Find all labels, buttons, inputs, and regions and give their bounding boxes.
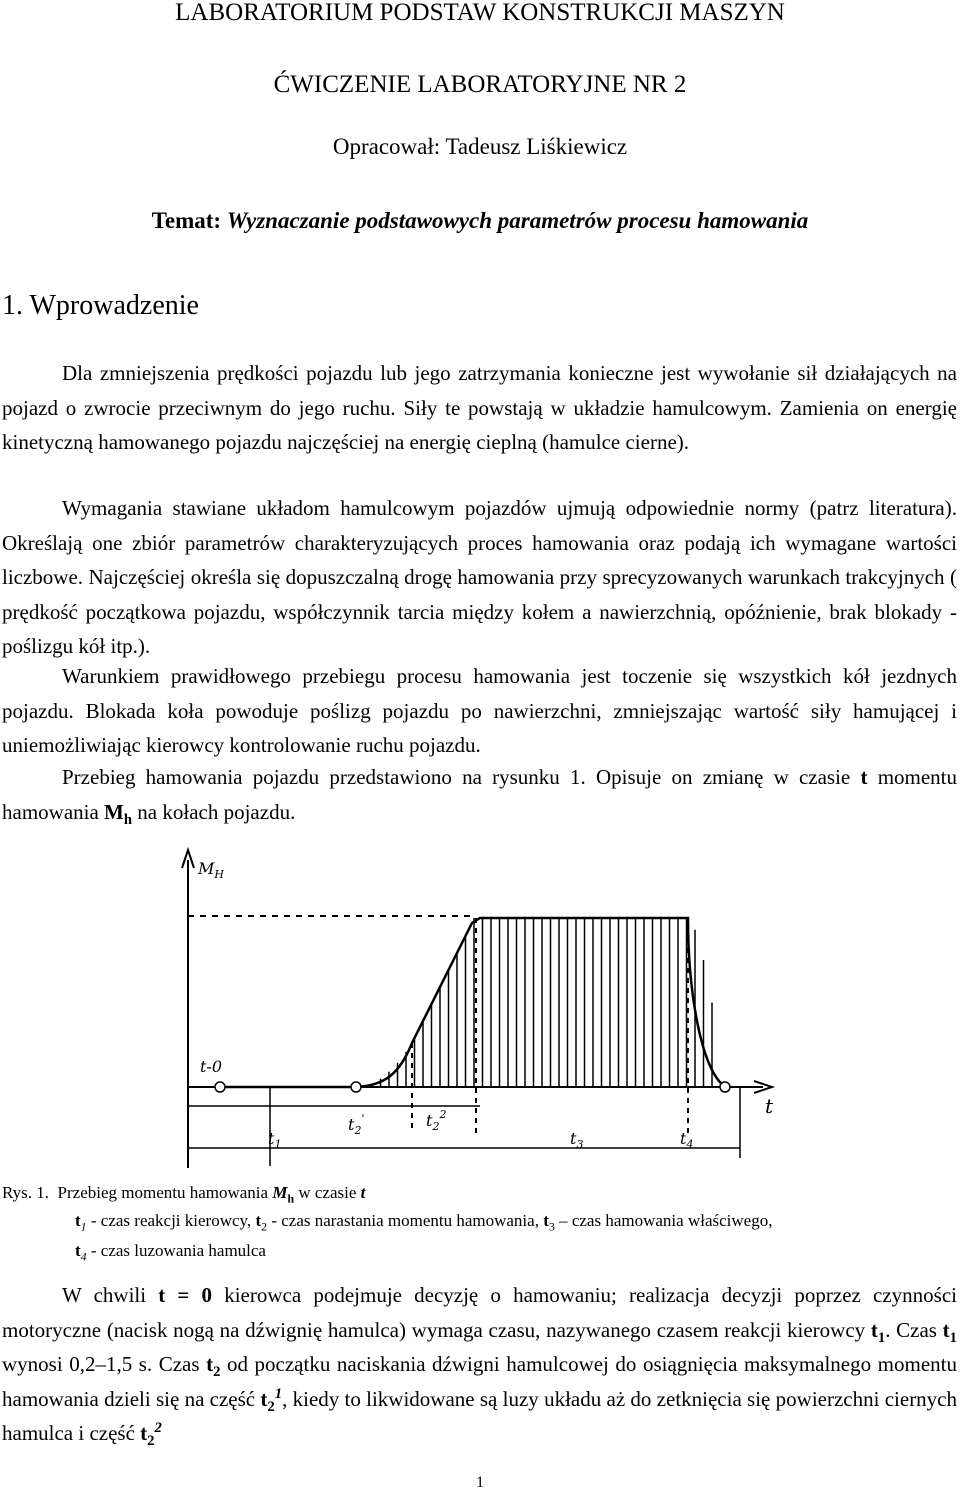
exercise-title: ĆWICZENIE LABORATORYJNE NR 2 [273,71,687,98]
author-line: Opracował: Tadeusz Liśkiewicz [332,134,628,159]
axis-marker-end [720,1082,730,1092]
x-axis-label: t [765,1094,774,1118]
t2-double-label: $t_2^2$ [426,1108,447,1133]
topic-text: Wyznaczanie podstawowych parametrów procesu hamowania [226,208,809,233]
paragraph-4: Przebieg hamowania pojazdu przedstawiono na rysunku 1. Opisuje on zmianę w czasie t momentu hamowania $M_h$ na kołach pojazdu. [2,765,958,828]
origin-label: t-0 [200,1057,223,1076]
t2-prime-label: $t_2'$ [348,1112,365,1137]
axis-marker-start [215,1082,225,1092]
paragraph-5: W chwili t = 0 kierowca podejmuje decyzję o hamowaniu; realizacja decyzji poprzez czynności motoryczne (nacisk nogą na dźwignię hamulca) wymaga czasu, nazywanego czasem reakcji kierowcy $t_1$. Czas $t_1$ wynosi 0,2–1,5 s. Czas $t_2$ od początku naciskania dźwigni hamulcowej do osiągnięcia maksymalnego momentu hamowania dzieli się na część $t_2^1$, kiedy to likwidowane są luzy układu aż do zetknięcia się powierzchni ciernych hamulca i część $t_2^2$ [2,1283,958,1450]
paragraph-3: Warunkiem prawidłowego przebiegu procesu hamowania jest toczenie się wszystkich kół jezdnych pojazdu. Blokada koła powoduje poślizg pojazdu po nawierzchni, zmniejszając wartość siły hamującej i uniemożliwiając kierowcy kontrolowanie ruchu pojazdu. [2,664,957,757]
t1-label: $t_1$ [268,1129,282,1151]
figure-caption: Rys. 1. Przebieg momentu hamowania $M_h$ w czasie t [2,1183,366,1206]
braking-torque-figure [180,838,780,1173]
paragraph-2: Wymagania stawiane układom hamulcowym pojazdów ujmują odpowiednie normy (patrz literatura). Określają one zbiór parametrów charakteryzujących proces hamowania oraz podają ich wymagane wartości liczbowe. Najczęściej określa się dopuszczalną drogę hamowania przy sprecyzowanych warunkach trakcyjnych ( prędkość początkowa pojazdu, współczynnik tarcia między kołem a nawierzchnią, opóźnienie, brak blokady - poślizgu kół itp.). [2,496,957,658]
y-axis-label: $M_H$ [198,859,224,881]
t4-label: $t_4$ [680,1129,694,1151]
topic-label: Temat: [151,208,222,233]
figure-legend: $t_1$ - czas reakcji kierowcy, $t_2$ - czas narastania momentu hamowania, $t_3$ – czas hamowania właściwego, $t_4$ - czas luzowania hamulca [75,1211,773,1264]
paragraph-1: Dla zmniejszenia prędkości pojazdu lub jego zatrzymania konieczne jest wywołanie sił działających na pojazd o zwrocie przeciwnym do jego ruchu. Siły te powstają w układzie hamulcowym. Zamienia on energię kinetyczną hamowanego pojazdu najczęściej na energię cieplną (hamulce cierne). [2,361,957,454]
lab-title: LABORATORIUM PODSTAW KONSTRUKCJI MASZYN [175,0,785,26]
torque-curve [220,918,725,1087]
section-title: 1. Wprowadzenie [2,290,199,321]
page-number: 1 [476,1474,484,1491]
topic-line [0,207,960,235]
axis-marker-t2 [351,1082,361,1092]
t3-label: $t_3$ [570,1129,584,1151]
